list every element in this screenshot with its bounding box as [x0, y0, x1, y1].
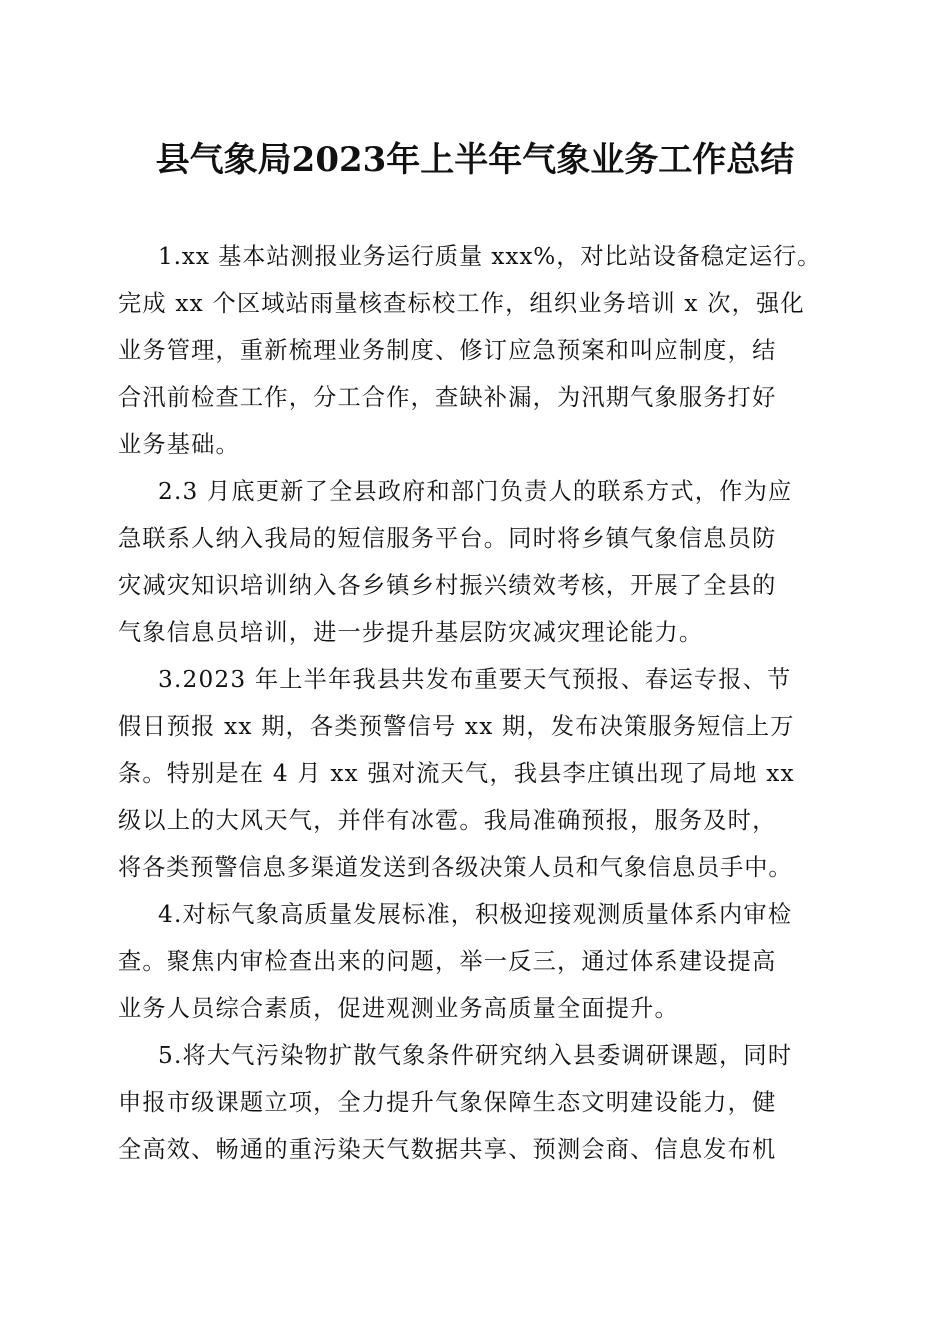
paragraph-2	[118, 468, 830, 656]
paragraph-line: 将各类预警信息多渠道发送到各级决策人员和气象信息员手中。	[118, 854, 793, 881]
paragraph-line: 申报市级课题立项，全力提升气象保障生态文明建设能力，健	[118, 1089, 777, 1116]
paragraph-line: 假日预报 xx 期，各类预警信号 xx 期，发布决策服务短信上万	[118, 713, 795, 740]
paragraph-3	[118, 656, 830, 891]
paragraph-4	[118, 891, 830, 1032]
paragraph-line: 灾减灾知识培训纳入各乡镇乡村振兴绩效考核，开展了全县的	[118, 572, 777, 599]
paragraph-5	[118, 1032, 830, 1173]
paragraph-line: 完成 xx 个区域站雨量核查标校工作，组织业务培训 x 次，强化	[118, 290, 805, 317]
paragraph-1	[118, 233, 830, 468]
paragraph-line: 全高效、畅通的重污染天气数据共享、预测会商、信息发布机	[118, 1136, 777, 1163]
paragraph-line: 查。聚焦内审检查出来的问题，举一反三，通过体系建设提高	[118, 948, 777, 975]
paragraph-line: 气象信息员培训，进一步提升基层防灾减灾理论能力。	[118, 619, 704, 646]
paragraph-line: 条。特别是在 4 月 xx 强对流天气，我县李庄镇出现了局地 xx	[118, 760, 795, 787]
paragraph-line: 4.对标气象高质量发展标准，积极迎接观测质量体系内审检	[158, 901, 793, 928]
document-body	[118, 233, 830, 1173]
paragraph-line: 业务管理，重新梳理业务制度、修订应急预案和叫应制度，结	[118, 337, 777, 364]
paragraph-line: 业务基础。	[118, 431, 240, 458]
document-title: 县气象局2023年上半年气象业务工作总结	[155, 140, 795, 180]
paragraph-line: 2.3 月底更新了全县政府和部门负责人的联系方式，作为应	[158, 478, 793, 505]
paragraph-line: 5.将大气污染物扩散气象条件研究纳入县委调研课题，同时	[158, 1042, 793, 1069]
paragraph-line: 业务人员综合素质，促进观测业务高质量全面提升。	[118, 995, 679, 1022]
paragraph-line: 1.xx 基本站测报业务运行质量 xxx%，对比站设备稳定运行。	[158, 243, 822, 270]
paragraph-line: 急联系人纳入我局的短信服务平台。同时将乡镇气象信息员防	[118, 525, 777, 552]
paragraph-line: 3.2023 年上半年我县共发布重要天气预报、春运专报、节	[158, 666, 792, 693]
paragraph-line: 级以上的大风天气，并伴有冰雹。我局准确预报，服务及时，	[118, 807, 777, 834]
paragraph-line: 合汛前检查工作，分工合作，查缺补漏，为汛期气象服务打好	[118, 384, 777, 411]
